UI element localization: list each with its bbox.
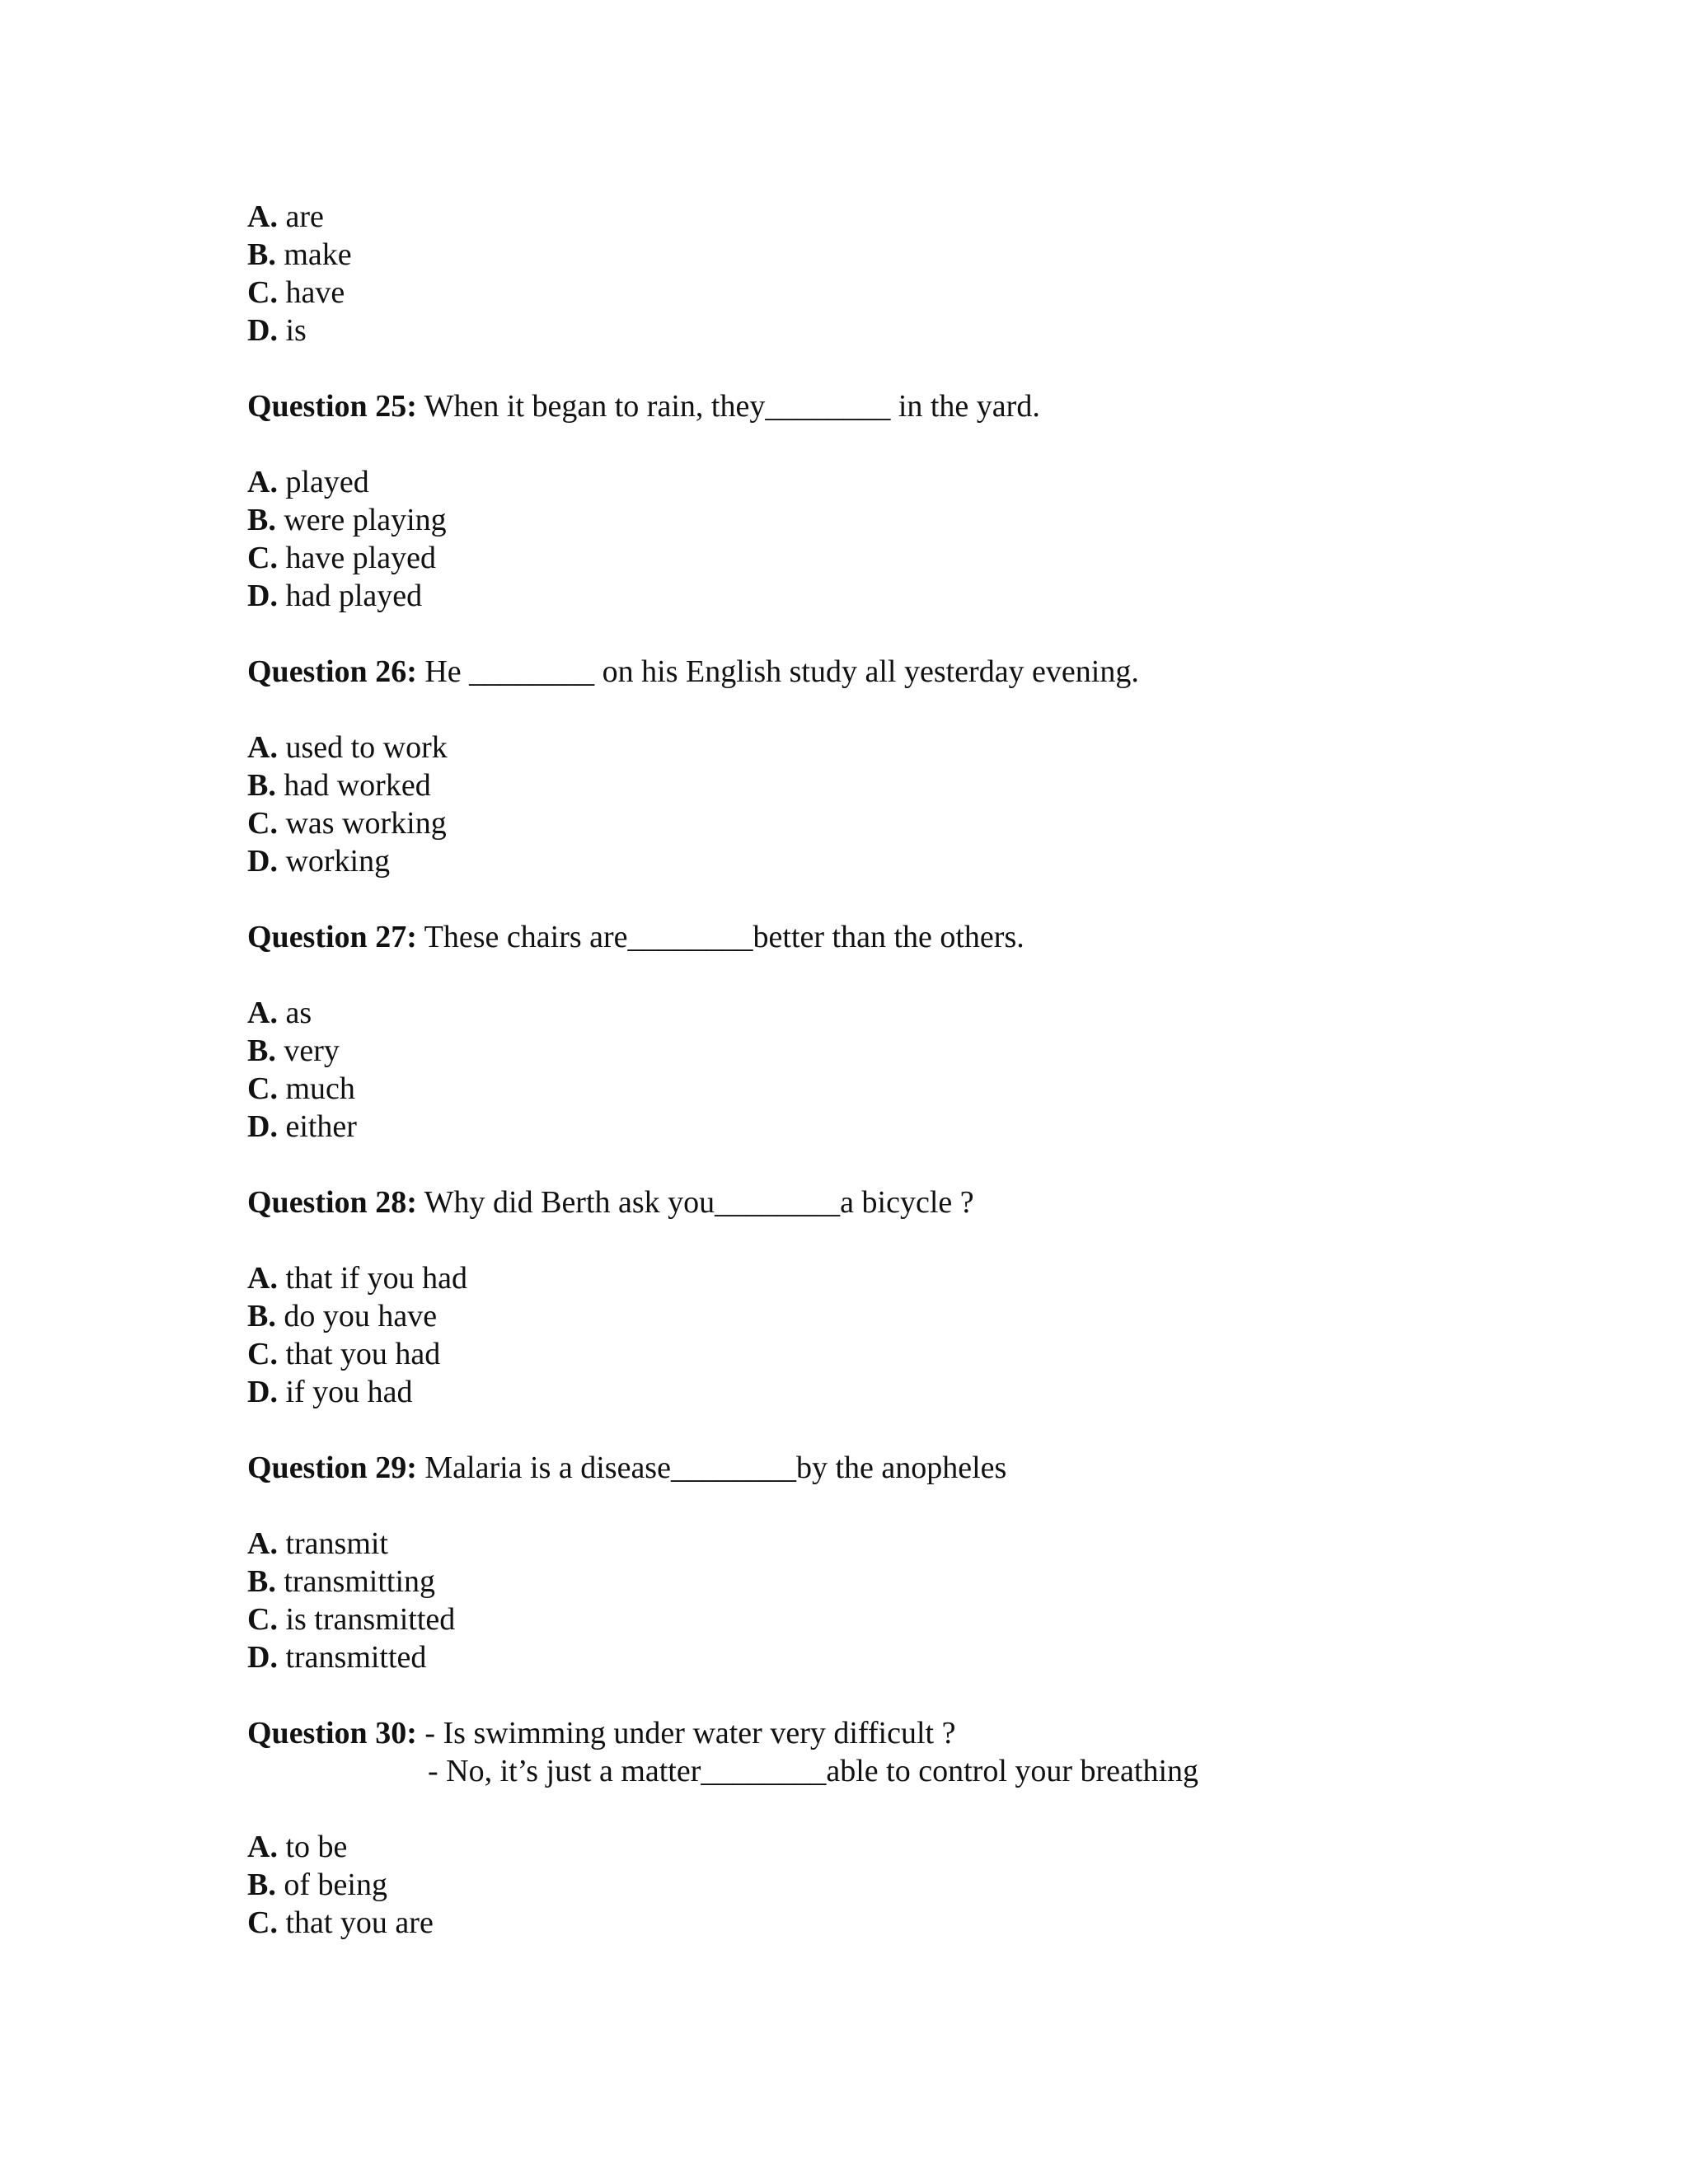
option-b: B. make	[247, 237, 352, 272]
option-d: D. had played	[247, 579, 423, 613]
option-c: C. have played	[247, 541, 436, 575]
option-b: B. had worked	[247, 768, 431, 803]
option-c: C. that you had	[247, 1337, 441, 1371]
question-30: Question 30: - Is swimming under water very difficult ?	[247, 1716, 956, 1750]
option-d: D. if you had	[247, 1375, 413, 1409]
option-a: A. are	[247, 199, 324, 234]
option-b: B. do you have	[247, 1299, 438, 1333]
option-b: B. were playing	[247, 503, 447, 537]
option-c: C. that you are	[247, 1905, 434, 1940]
option-b: B. transmitting	[247, 1564, 436, 1599]
option-d: D. is	[247, 313, 307, 348]
option-a: A. that if you had	[247, 1261, 468, 1296]
option-c: C. have	[247, 275, 345, 310]
question-27: Question 27: These chairs are________better than the others.	[247, 920, 1025, 954]
option-a: A. used to work	[247, 730, 448, 765]
option-b: B. of being	[247, 1868, 387, 1902]
option-b: B. very	[247, 1033, 340, 1068]
option-d: D. working	[247, 844, 391, 879]
option-d: D. transmitted	[247, 1640, 427, 1675]
question-26: Question 26: He ________ on his English study all yesterday evening.	[247, 654, 1139, 689]
option-a: A. played	[247, 465, 369, 499]
option-a: A. as	[247, 996, 312, 1030]
question-29: Question 29: Malaria is a disease________by the anopheles	[247, 1451, 1007, 1485]
option-a: A. transmit	[247, 1526, 388, 1561]
option-a: A. to be	[247, 1830, 348, 1864]
question-25: Question 25: When it began to rain, they________ in the yard.	[247, 389, 1040, 424]
option-c: C. is transmitted	[247, 1602, 456, 1637]
question-28: Question 28: Why did Berth ask you________a bicycle ?	[247, 1185, 974, 1220]
option-d: D. either	[247, 1109, 357, 1144]
question-30-reply: - No, it’s just a matter________able to control your breathing	[428, 1754, 1199, 1788]
option-c: C. was working	[247, 806, 447, 841]
option-c: C. much	[247, 1071, 355, 1106]
